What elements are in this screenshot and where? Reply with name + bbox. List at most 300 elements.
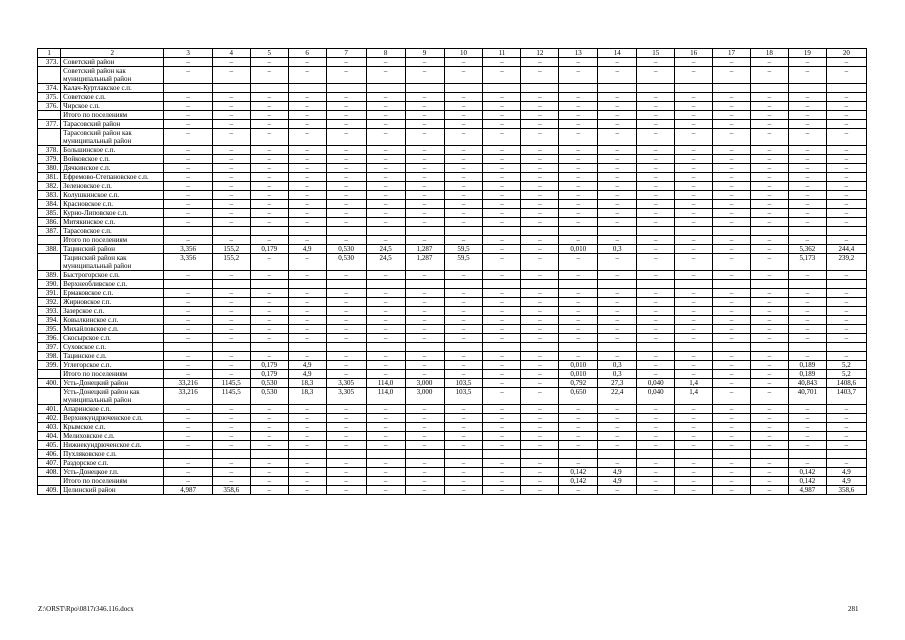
value-cell: 3,305	[326, 379, 366, 388]
value-cell	[366, 227, 405, 236]
value-cell: –	[366, 164, 405, 173]
row-name-cell: Углегорское с.п.	[61, 361, 164, 370]
value-cell: –	[326, 236, 366, 245]
value-cell: –	[559, 102, 598, 111]
row-name-cell: Курно-Липовское с.п.	[61, 209, 164, 218]
header-cell: 18	[750, 49, 788, 58]
value-cell: 358,6	[826, 486, 866, 495]
value-cell: 114,0	[366, 379, 405, 388]
value-cell: –	[521, 405, 559, 414]
value-cell: –	[212, 209, 250, 218]
header-cell: 9	[405, 49, 444, 58]
value-cell: –	[826, 405, 866, 414]
value-cell: –	[826, 236, 866, 245]
value-cell	[405, 343, 444, 352]
value-cell: 0,010	[559, 361, 598, 370]
value-cell: –	[288, 218, 326, 227]
header-cell: 20	[826, 49, 866, 58]
value-cell: –	[788, 164, 826, 173]
value-cell: –	[288, 468, 326, 477]
value-cell: –	[250, 307, 288, 316]
value-cell: –	[288, 111, 326, 120]
value-cell: –	[405, 307, 444, 316]
value-cell	[713, 280, 751, 289]
value-cell: 0,650	[559, 388, 598, 405]
value-cell: –	[521, 325, 559, 334]
table-row	[38, 379, 867, 388]
value-cell: –	[250, 120, 288, 129]
value-cell: –	[164, 236, 212, 245]
value-cell	[713, 227, 751, 236]
header-cell: 14	[598, 49, 637, 58]
value-cell: –	[559, 405, 598, 414]
value-cell: –	[164, 191, 212, 200]
value-cell: –	[788, 298, 826, 307]
value-cell	[637, 280, 675, 289]
value-cell: –	[326, 307, 366, 316]
value-cell: 114,0	[366, 388, 405, 405]
header-cell: 16	[675, 49, 713, 58]
row-name-cell: Тацинский район	[61, 245, 164, 254]
value-cell: –	[559, 173, 598, 182]
row-number-cell: 377.	[38, 120, 61, 129]
value-cell	[483, 227, 521, 236]
value-cell: –	[444, 155, 483, 164]
value-cell: –	[559, 298, 598, 307]
row-number-cell: 394.	[38, 316, 61, 325]
value-cell: –	[366, 129, 405, 146]
row-number-cell: 406.	[38, 450, 61, 459]
value-cell: –	[675, 486, 713, 495]
value-cell: –	[713, 111, 751, 120]
value-cell	[675, 450, 713, 459]
value-cell: –	[250, 209, 288, 218]
value-cell: –	[405, 432, 444, 441]
row-number-cell	[38, 254, 61, 271]
header-cell: 19	[788, 49, 826, 58]
header-cell: 17	[713, 49, 751, 58]
value-cell: 22,4	[598, 388, 637, 405]
value-cell: –	[788, 271, 826, 280]
value-cell: –	[483, 58, 521, 67]
value-cell: 0,530	[326, 254, 366, 271]
row-name-cell: Верхнекундрюченское с.п.	[61, 414, 164, 423]
row-number-cell: 388.	[38, 245, 61, 254]
value-cell: –	[405, 111, 444, 120]
value-cell: –	[559, 289, 598, 298]
value-cell: –	[598, 191, 637, 200]
value-cell: –	[212, 468, 250, 477]
value-cell: –	[675, 468, 713, 477]
value-cell: –	[164, 352, 212, 361]
value-cell: –	[637, 271, 675, 280]
row-name-cell: Итого по поселениям	[61, 370, 164, 379]
value-cell: –	[750, 155, 788, 164]
value-cell: 59,5	[444, 245, 483, 254]
value-cell	[444, 280, 483, 289]
value-cell: –	[713, 58, 751, 67]
value-cell	[788, 450, 826, 459]
value-cell: –	[713, 423, 751, 432]
value-cell: –	[637, 334, 675, 343]
value-cell: –	[598, 289, 637, 298]
value-cell: 1,4	[675, 379, 713, 388]
value-cell: –	[637, 200, 675, 209]
value-cell: –	[750, 67, 788, 84]
value-cell: –	[713, 441, 751, 450]
value-cell: –	[326, 486, 366, 495]
value-cell: –	[483, 432, 521, 441]
value-cell: –	[288, 307, 326, 316]
value-cell: –	[637, 67, 675, 84]
value-cell: –	[405, 173, 444, 182]
value-cell: –	[288, 405, 326, 414]
value-cell: –	[444, 102, 483, 111]
row-number-cell: 400.	[38, 379, 61, 388]
value-cell: –	[483, 307, 521, 316]
value-cell: –	[212, 441, 250, 450]
row-name-cell: Тацинский район как муниципальный район	[61, 254, 164, 271]
value-cell: –	[788, 120, 826, 129]
header-cell: 10	[444, 49, 483, 58]
value-cell	[750, 84, 788, 93]
value-cell: –	[164, 459, 212, 468]
table-row	[38, 477, 867, 486]
value-cell: –	[598, 58, 637, 67]
value-cell: –	[288, 289, 326, 298]
value-cell	[483, 343, 521, 352]
value-cell: –	[637, 120, 675, 129]
row-number-cell: 389.	[38, 271, 61, 280]
table-row	[38, 93, 867, 102]
value-cell	[788, 84, 826, 93]
value-cell: –	[713, 298, 751, 307]
value-cell: –	[750, 58, 788, 67]
row-name-cell: Итого по поселениям	[61, 111, 164, 120]
table-row	[38, 468, 867, 477]
row-name-cell: Советский район	[61, 58, 164, 67]
value-cell: 4,987	[164, 486, 212, 495]
value-cell: –	[826, 58, 866, 67]
value-cell: –	[713, 245, 751, 254]
value-cell: –	[521, 361, 559, 370]
value-cell: –	[826, 352, 866, 361]
value-cell: –	[598, 414, 637, 423]
value-cell: –	[326, 182, 366, 191]
header-cell: 2	[61, 49, 164, 58]
value-cell: –	[598, 111, 637, 120]
value-cell	[483, 450, 521, 459]
value-cell: –	[675, 173, 713, 182]
value-cell: –	[366, 102, 405, 111]
value-cell: –	[559, 200, 598, 209]
value-cell	[405, 450, 444, 459]
value-cell: –	[405, 120, 444, 129]
value-cell: –	[521, 164, 559, 173]
value-cell: –	[212, 325, 250, 334]
value-cell: –	[366, 218, 405, 227]
header-row	[38, 49, 867, 58]
value-cell: –	[250, 102, 288, 111]
value-cell: –	[788, 423, 826, 432]
value-cell: –	[598, 405, 637, 414]
value-cell: –	[405, 93, 444, 102]
value-cell: 1145,5	[212, 388, 250, 405]
header-cell: 8	[366, 49, 405, 58]
value-cell: –	[521, 316, 559, 325]
value-cell: –	[750, 405, 788, 414]
value-cell: –	[750, 379, 788, 388]
row-name-cell: Дячкинское с.п.	[61, 164, 164, 173]
value-cell	[598, 280, 637, 289]
value-cell	[405, 227, 444, 236]
row-name-cell: Мелиховское с.п.	[61, 432, 164, 441]
value-cell: –	[713, 388, 751, 405]
value-cell: –	[598, 120, 637, 129]
value-cell: –	[212, 93, 250, 102]
value-cell: –	[826, 334, 866, 343]
value-cell: –	[750, 236, 788, 245]
value-cell: –	[164, 316, 212, 325]
value-cell: –	[637, 298, 675, 307]
value-cell: –	[750, 423, 788, 432]
value-cell: –	[637, 245, 675, 254]
value-cell: –	[250, 146, 288, 155]
value-cell: –	[366, 414, 405, 423]
value-cell: –	[483, 173, 521, 182]
value-cell: –	[288, 477, 326, 486]
value-cell: –	[288, 459, 326, 468]
value-cell: –	[212, 477, 250, 486]
value-cell: –	[521, 486, 559, 495]
value-cell: –	[750, 352, 788, 361]
value-cell: –	[598, 102, 637, 111]
value-cell: –	[750, 441, 788, 450]
value-cell: –	[366, 441, 405, 450]
value-cell: –	[521, 111, 559, 120]
value-cell: –	[750, 271, 788, 280]
value-cell: –	[637, 93, 675, 102]
table-row	[38, 173, 867, 182]
value-cell: –	[164, 423, 212, 432]
row-number-cell: 373.	[38, 58, 61, 67]
value-cell: –	[788, 146, 826, 155]
value-cell: –	[483, 316, 521, 325]
value-cell: 27,3	[598, 379, 637, 388]
table-row	[38, 84, 867, 93]
value-cell: –	[164, 370, 212, 379]
value-cell: –	[164, 307, 212, 316]
value-cell: 0,189	[788, 361, 826, 370]
value-cell: –	[521, 289, 559, 298]
value-cell: –	[750, 120, 788, 129]
value-cell: –	[521, 441, 559, 450]
value-cell: –	[366, 486, 405, 495]
value-cell: 3,356	[164, 254, 212, 271]
value-cell	[444, 343, 483, 352]
value-cell: –	[483, 271, 521, 280]
value-cell: –	[750, 102, 788, 111]
value-cell: –	[750, 477, 788, 486]
value-cell: –	[521, 271, 559, 280]
value-cell: –	[250, 414, 288, 423]
value-cell: –	[366, 298, 405, 307]
value-cell: –	[483, 129, 521, 146]
value-cell	[559, 227, 598, 236]
value-cell: –	[444, 164, 483, 173]
table-row	[38, 102, 867, 111]
value-cell: –	[405, 441, 444, 450]
row-number-cell: 402.	[38, 414, 61, 423]
value-cell	[250, 450, 288, 459]
value-cell: 40,843	[788, 379, 826, 388]
value-cell: –	[637, 370, 675, 379]
value-cell: –	[788, 191, 826, 200]
row-name-cell: Целинский район	[61, 486, 164, 495]
value-cell: –	[826, 191, 866, 200]
value-cell: –	[559, 191, 598, 200]
value-cell: –	[675, 236, 713, 245]
value-cell: 24,5	[366, 254, 405, 271]
value-cell: –	[250, 477, 288, 486]
value-cell: –	[405, 102, 444, 111]
value-cell: –	[250, 236, 288, 245]
row-number-cell: 392.	[38, 298, 61, 307]
value-cell: –	[598, 173, 637, 182]
value-cell: –	[598, 325, 637, 334]
table-row	[38, 405, 867, 414]
value-cell: –	[637, 441, 675, 450]
value-cell: –	[326, 477, 366, 486]
value-cell: 0,792	[559, 379, 598, 388]
value-cell: –	[164, 182, 212, 191]
value-cell: –	[483, 334, 521, 343]
value-cell: –	[444, 352, 483, 361]
value-cell: –	[444, 370, 483, 379]
value-cell: –	[826, 414, 866, 423]
row-number-cell: 385.	[38, 209, 61, 218]
value-cell: –	[521, 236, 559, 245]
value-cell: –	[405, 67, 444, 84]
value-cell: –	[826, 298, 866, 307]
value-cell	[675, 280, 713, 289]
value-cell	[212, 227, 250, 236]
value-cell: –	[405, 414, 444, 423]
value-cell: –	[326, 120, 366, 129]
value-cell: –	[250, 164, 288, 173]
value-cell: –	[598, 209, 637, 218]
value-cell: –	[559, 352, 598, 361]
value-cell: –	[826, 200, 866, 209]
value-cell: 0,142	[788, 477, 826, 486]
value-cell: –	[444, 334, 483, 343]
header-cell: 3	[164, 49, 212, 58]
value-cell: –	[675, 111, 713, 120]
value-cell: –	[483, 388, 521, 405]
value-cell: –	[212, 218, 250, 227]
value-cell: –	[826, 129, 866, 146]
value-cell: –	[826, 316, 866, 325]
value-cell: –	[288, 67, 326, 84]
value-cell: –	[521, 379, 559, 388]
value-cell: –	[598, 423, 637, 432]
value-cell	[598, 450, 637, 459]
value-cell: –	[366, 289, 405, 298]
value-cell: –	[750, 316, 788, 325]
value-cell: –	[598, 93, 637, 102]
value-cell: –	[826, 325, 866, 334]
value-cell	[288, 450, 326, 459]
row-number-cell: 387.	[38, 227, 61, 236]
table-row	[38, 111, 867, 120]
value-cell: –	[559, 441, 598, 450]
row-number-cell: 395.	[38, 325, 61, 334]
value-cell: –	[212, 120, 250, 129]
value-cell	[713, 84, 751, 93]
value-cell	[826, 450, 866, 459]
value-cell: 0,142	[559, 477, 598, 486]
value-cell: –	[598, 155, 637, 164]
row-number-cell	[38, 388, 61, 405]
row-number-cell: 397.	[38, 343, 61, 352]
value-cell	[559, 84, 598, 93]
value-cell: –	[212, 67, 250, 84]
value-cell: –	[521, 459, 559, 468]
value-cell: –	[326, 468, 366, 477]
value-cell: –	[483, 289, 521, 298]
row-number-cell	[38, 111, 61, 120]
value-cell: –	[483, 254, 521, 271]
value-cell: –	[788, 441, 826, 450]
header-cell: 4	[212, 49, 250, 58]
value-cell	[288, 343, 326, 352]
table-row	[38, 307, 867, 316]
value-cell: –	[675, 58, 713, 67]
value-cell	[326, 343, 366, 352]
value-cell	[164, 84, 212, 93]
value-cell: –	[675, 361, 713, 370]
value-cell: 0,040	[637, 379, 675, 388]
row-number-cell	[38, 129, 61, 146]
value-cell: –	[366, 58, 405, 67]
value-cell: –	[713, 352, 751, 361]
row-number-cell: 391.	[38, 289, 61, 298]
value-cell: –	[826, 93, 866, 102]
row-name-cell: Тацинское с.п.	[61, 352, 164, 361]
value-cell: –	[288, 254, 326, 271]
value-cell: –	[483, 405, 521, 414]
value-cell: –	[483, 209, 521, 218]
value-cell: –	[164, 102, 212, 111]
value-cell: –	[405, 298, 444, 307]
value-cell: –	[521, 423, 559, 432]
value-cell: –	[788, 173, 826, 182]
value-cell: –	[675, 245, 713, 254]
value-cell: –	[288, 441, 326, 450]
value-cell: –	[559, 58, 598, 67]
value-cell	[521, 343, 559, 352]
value-cell	[521, 280, 559, 289]
value-cell: –	[366, 423, 405, 432]
table-row	[38, 486, 867, 495]
value-cell: –	[750, 298, 788, 307]
value-cell: –	[405, 58, 444, 67]
table-row	[38, 191, 867, 200]
value-cell: –	[405, 191, 444, 200]
value-cell: –	[637, 423, 675, 432]
value-cell: –	[326, 361, 366, 370]
data-table	[37, 48, 867, 495]
